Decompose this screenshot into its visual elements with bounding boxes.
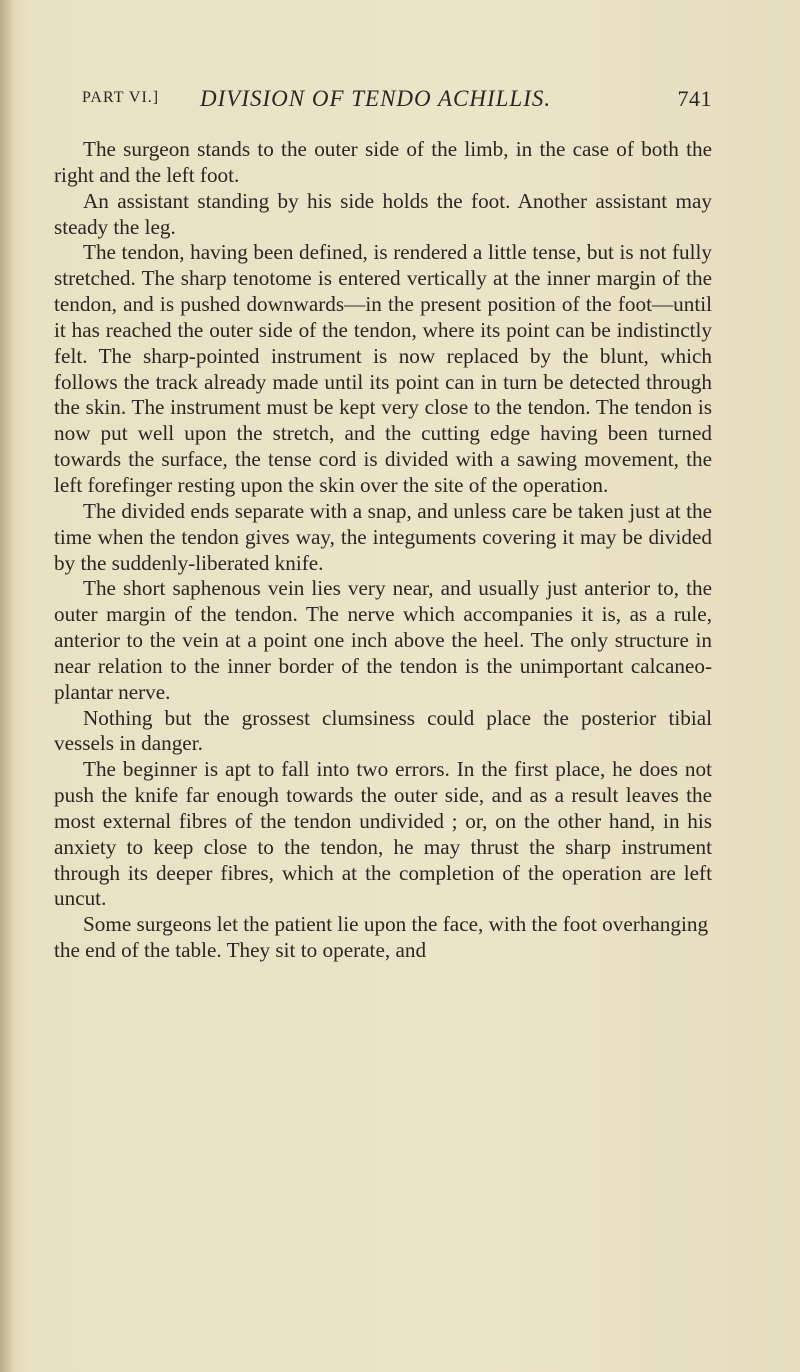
paragraph-3: The tendon, having been defined, is rendered a little tense, but is not fully stretched. The sharp tenotome is entered vertically at the inner margin of the tendon, and is pushed downwards—in the present position of the foot—until it has reached the outer side of the tendon, where its point can be indistinctly felt. The sharp-pointed instrument is now replaced by the blunt, which follows the track already made until its point can in turn be detected through the skin. The instrument must be kept very close to the tendon. The tendon is now put well upon the stretch, and the cutting edge having been turned towards the surface, the tense cord is divided with a sawing movement, the left forefinger resting upon the skin over the site of the operation.	[54, 240, 712, 497]
paragraph-7: The beginner is apt to fall into two errors. In the first place, he does not push the knife far enough towards the outer side, and as a result leaves the most external fibres of the tendon undivided ; or, on the other hand, in his anxiety to keep close to the tendon, he may thrust the sharp instrument through its deeper fibres, which at the completion of the operation are left uncut.	[54, 757, 712, 911]
paragraph-8: Some surgeons let the patient lie upon the face, with the foot overhanging the end of the table. They sit to operate, and	[54, 912, 709, 963]
body-text	[54, 137, 712, 964]
paragraph-2: An assistant standing by his side holds the foot. Another assistant may steady the leg.	[54, 188, 712, 239]
page-gutter-shadow	[0, 0, 14, 1372]
paragraph-6: Nothing but the grossest clumsiness could place the posterior tibial vessels in danger.	[54, 705, 712, 756]
paragraph-4: The divided ends separate with a snap, and unless care be taken just at the time when the tendon gives way, the integuments covering it may be divided by the suddenly-liberated knife.	[54, 498, 712, 575]
paragraph-5: The short saphenous vein lies very near, and usually just anterior to, the outer margin of the tendon. The nerve which accompanies it is, as a rule, anterior to the vein at a point one inch above the heel. The only structure in near relation to the inner border of the tendon is the unimportant calcaneo-plantar nerve.	[54, 576, 712, 704]
chapter-title: DIVISION OF TENDO ACHILLIS.	[200, 86, 552, 111]
page-number: 741	[677, 86, 712, 111]
running-head	[82, 86, 712, 116]
paragraph-1: The surgeon stands to the outer side of the limb, in the case of both the right and the left foot.	[54, 137, 712, 187]
part-label: PART VI.]	[82, 89, 160, 106]
